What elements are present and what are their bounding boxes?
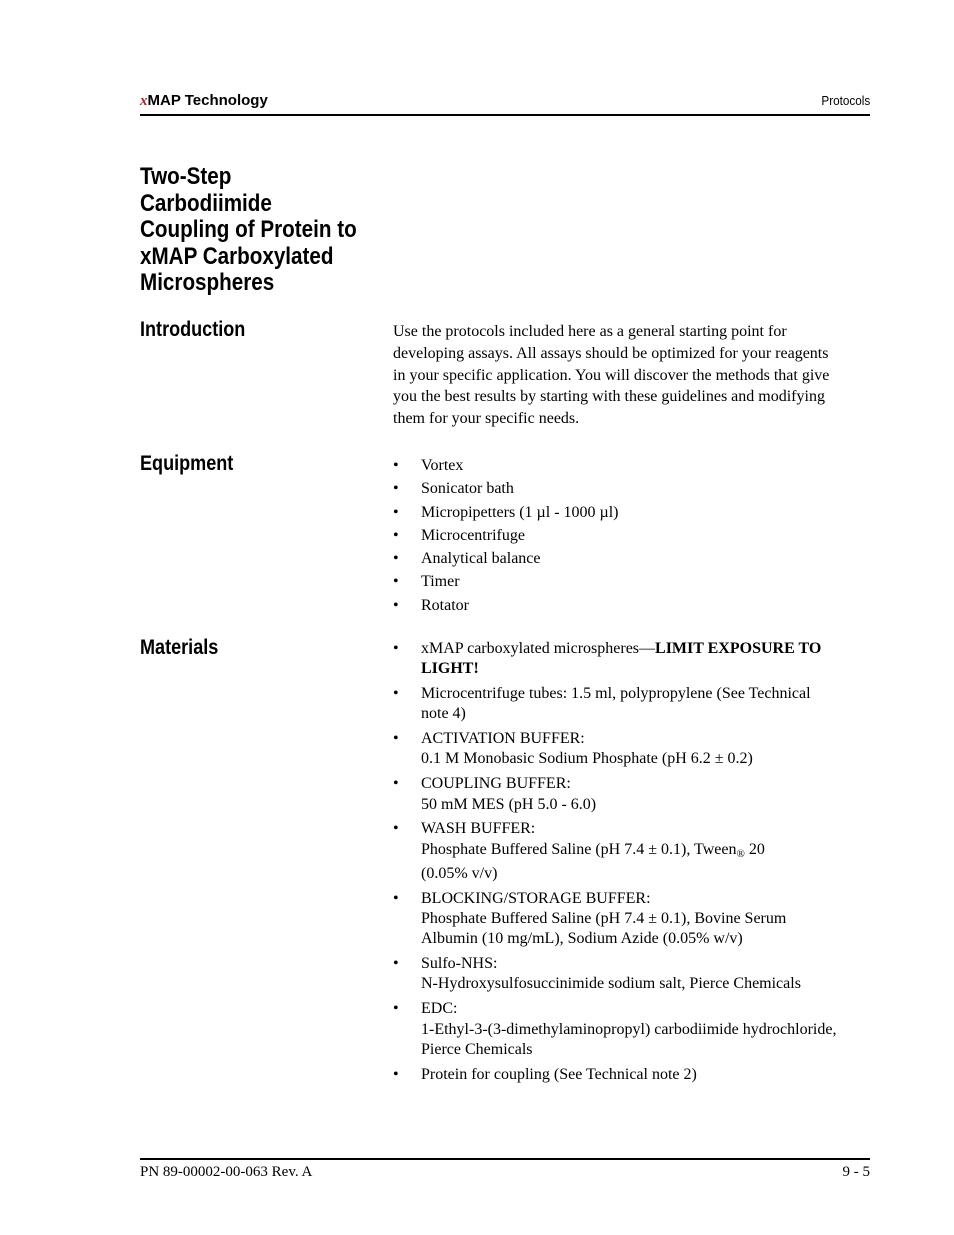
- bullet-icon: •: [393, 596, 399, 614]
- list-item: • Analytical balance: [393, 547, 870, 570]
- title-line: Two-Step: [140, 163, 232, 190]
- bullet-icon: •: [393, 730, 399, 748]
- header-section-name: Protocols: [821, 93, 870, 108]
- page-title: [140, 164, 398, 297]
- bullet-icon: •: [393, 685, 399, 703]
- bullet-icon: •: [393, 480, 399, 498]
- materials-heading: Materials: [140, 636, 219, 659]
- list-item: • BLOCKING/STORAGE BUFFER: Phosphate Buffered Saline (pH 7.4 ± 0.1), Bovine Serum Albumin (10 mg/mL), Sodium Azide (0.05% w/v): [393, 889, 787, 948]
- list-item: • Sonicator bath: [393, 477, 870, 500]
- page-number: 9 - 5: [842, 1164, 870, 1180]
- title-line: Coupling of Protein to: [140, 216, 357, 243]
- title-line: Microspheres: [140, 269, 275, 296]
- bullet-icon: •: [393, 503, 399, 521]
- registered-mark: ®: [736, 847, 745, 860]
- title-line: xMAP Carboxylated: [140, 242, 334, 270]
- list-item: • ACTIVATION BUFFER: 0.1 M Monobasic Sodium Phosphate (pH 6.2 ± 0.2): [393, 730, 753, 768]
- bullet-icon: •: [393, 457, 399, 474]
- bullet-icon: •: [393, 775, 399, 793]
- introduction-heading: Introduction: [140, 318, 246, 341]
- bullet-icon: •: [393, 1065, 399, 1083]
- list-item: • Microcentrifuge tubes: 1.5 ml, polypropylene (See Technical note 4): [393, 685, 811, 723]
- bullet-icon: •: [393, 526, 399, 544]
- bullet-icon: •: [393, 955, 399, 973]
- bullet-icon: •: [393, 1000, 399, 1018]
- list-item: • Protein for coupling (See Technical note 2): [393, 1065, 870, 1085]
- title-line: Carbodiimide: [140, 189, 272, 217]
- list-item: • Micropipetters (1 µl - 1000 µl): [393, 501, 870, 524]
- bullet-icon: •: [393, 640, 399, 657]
- bullet-icon: •: [393, 573, 399, 591]
- list-item: • WASH BUFFER: Phosphate Buffered Saline (pH 7.4 ± 0.1), Tween® 20 (0.05% v/v): [393, 820, 765, 882]
- bullet-icon: •: [393, 550, 399, 568]
- part-number: PN 89-00002-00-063 Rev. A: [140, 1164, 313, 1180]
- bullet-icon: •: [393, 820, 399, 838]
- introduction-text: Use the protocols included here as a general starting point for developing assays. All assays should be optimized for your reagents in your specific application. You will discover the methods that give you the best results by starting with these guidelines and modifying them for your specific needs.: [393, 323, 830, 428]
- list-item: • xMAP carboxylated microspheres—LIMIT EXPOSURE TO LIGHT!: [393, 639, 870, 680]
- list-item: • Vortex: [393, 454, 870, 477]
- warning-text: LIGHT!: [421, 660, 479, 678]
- warning-text: LIMIT EXPOSURE TO: [655, 640, 822, 657]
- list-item: • Timer: [393, 570, 870, 593]
- list-item: • Rotator: [393, 594, 870, 617]
- list-item: • Sulfo-NHS: N-Hydroxysulfosuccinimide sodium salt, Pierce Chemicals: [393, 955, 801, 993]
- list-item: • EDC: 1-Ethyl-3-(3-dimethylaminopropyl) carbodiimide hydrochloride, Pierce Chemicals: [393, 1000, 837, 1058]
- materials-list: [393, 639, 870, 1089]
- brand-logo-text: xMAP Technology: [140, 92, 268, 109]
- bullet-icon: •: [393, 889, 399, 907]
- page-header: [140, 91, 870, 116]
- equipment-heading: Equipment: [140, 452, 234, 475]
- list-item: • COUPLING BUFFER: 50 mM MES (pH 5.0 - 6.0): [393, 775, 597, 813]
- list-item: • Microcentrifuge: [393, 524, 870, 547]
- page-footer: [140, 1158, 870, 1180]
- equipment-list: [393, 454, 870, 617]
